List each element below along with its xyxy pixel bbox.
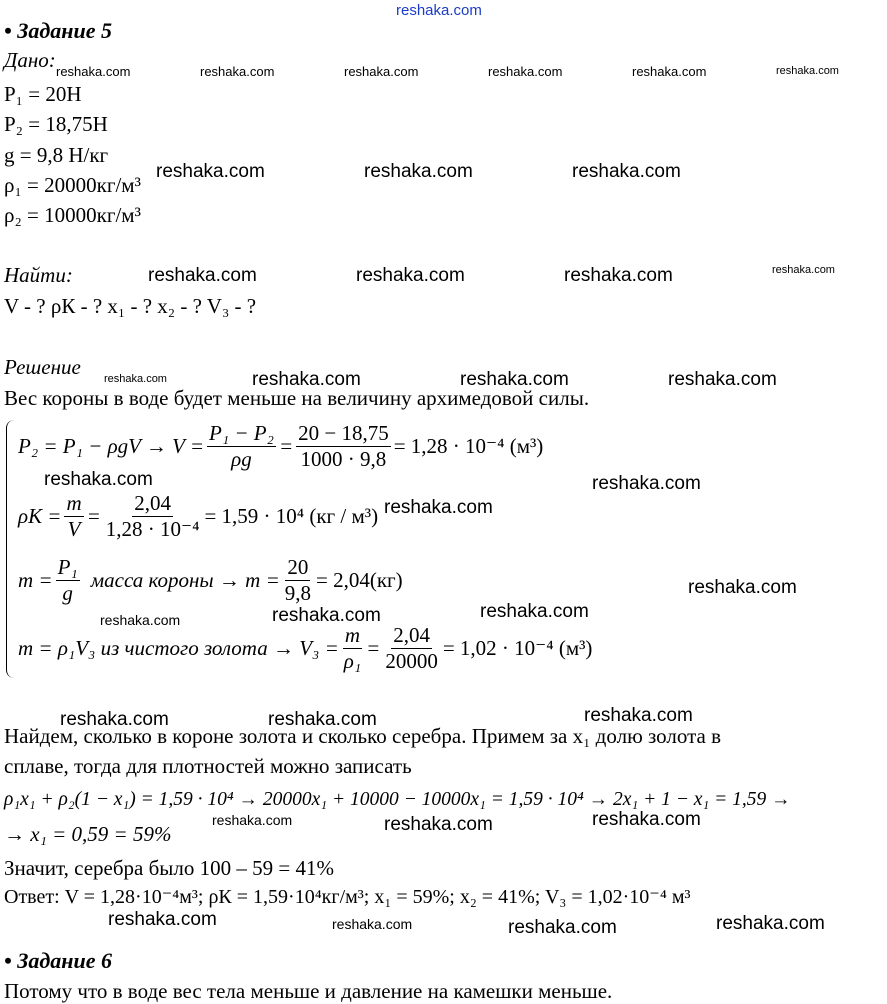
watermark: reshaka.com: [344, 64, 419, 79]
eq4-f1-num: m: [344, 623, 361, 648]
eq3-mid: масса короны → m =: [90, 567, 280, 592]
eq2-f2-num: 2,04: [134, 491, 171, 516]
eq4-lhs: m = ρ₁V₃ из чистого золота → V₃ =: [18, 635, 339, 660]
given-g: g = 9,8 Н/кг: [4, 143, 109, 167]
task6-text: Потому что в воде вес тела меньше и давление на камешки меньше.: [4, 979, 613, 1003]
watermark: reshaka.com: [508, 917, 617, 938]
watermark: reshaka.com: [632, 64, 707, 79]
watermark: reshaka.com: [252, 369, 361, 390]
watermark: reshaka.com: [272, 605, 381, 626]
given-label: Дано:: [4, 48, 56, 72]
solution-intro: Вес короны в воде будет меньше на величину архимедовой силы.: [4, 386, 590, 410]
watermark: reshaka.com: [584, 705, 693, 726]
eq2-f1-num: m: [66, 491, 82, 516]
watermark: reshaka.com: [200, 64, 275, 79]
watermark: reshaka.com: [776, 65, 839, 77]
system-brace: [6, 420, 15, 678]
watermark: reshaka.com: [148, 265, 257, 286]
eq4-f2-den: 20000: [385, 648, 438, 673]
eq2-fraction-2: [104, 492, 202, 539]
silver-line: Значит, серебра было 100 – 59 = 41%: [4, 856, 334, 880]
given-rho2: ρ₂ = 10000кг/м³: [4, 203, 141, 227]
eq2-f2-den: 1,28 · 10⁻⁴: [105, 516, 200, 541]
watermark: reshaka.com: [108, 909, 217, 930]
watermark: reshaka.com: [60, 709, 169, 730]
eq4-rhs: = 1,02 · 10⁻⁴ (м³): [442, 635, 593, 660]
eq4-fraction-1: [342, 624, 363, 671]
eq4-fraction-2: [383, 624, 440, 671]
equation-gold-volume: [18, 620, 592, 676]
find-list: V - ? ρК - ? x₁ - ? x₂ - ? V₃ - ?: [4, 294, 257, 318]
eq1-f1-den: ρg: [231, 446, 252, 471]
equation-fraction-gold: ρ₁x₁ + ρ₂(1 − x₁) = 1,59 · 10⁴ → 20000x₁ + 10000 − 10000x₁ = 1,59 · 10⁴ → 2x₁ + 1 − x₁ = 1,59 →: [4, 789, 791, 810]
watermark: reshaka.com: [356, 265, 465, 286]
watermark: reshaka.com: [572, 161, 681, 182]
paragraph-line-1: Найдем, сколько в короне золота и сколько серебра. Примем за x₁ долю золота в: [4, 724, 722, 748]
equation-result: → x₁ = 0,59 = 59%: [4, 822, 172, 846]
watermark: reshaka.com: [564, 265, 673, 286]
watermark: reshaka.com: [592, 809, 701, 830]
watermark: reshaka.com: [332, 916, 413, 932]
eq2-eq: =: [86, 503, 101, 528]
watermark: reshaka.com: [688, 577, 797, 598]
eq3-rhs: = 2,04(кг): [315, 567, 403, 592]
eq4-f1-den: ρ₁: [343, 648, 362, 673]
eq1-lhs: P₂ = P₁ − ρgV → V =: [18, 433, 204, 458]
eq3-lhs: m =: [18, 567, 53, 592]
eq1-f2-num: 20 − 18,75: [298, 421, 389, 446]
watermark: reshaka.com: [772, 264, 835, 276]
watermark: reshaka.com: [104, 373, 167, 385]
equation-density: [18, 488, 378, 544]
watermark: reshaka.com: [212, 812, 293, 828]
given-rho1: ρ₁ = 20000кг/м³: [4, 173, 141, 197]
watermark: reshaka.com: [716, 913, 825, 934]
eq1-fraction-2: [296, 422, 391, 469]
solution-label: Решение: [4, 355, 81, 379]
eq1-fraction-1: [207, 422, 276, 469]
eq1-rhs: = 1,28 · 10⁻⁴ (м³): [393, 433, 544, 458]
paragraph-line-2: сплаве, тогда для плотностей можно записать: [4, 754, 412, 778]
eq3-f2-num: 20: [287, 555, 309, 580]
watermark: reshaka.com: [460, 369, 569, 390]
watermark: reshaka.com: [384, 497, 493, 518]
equation-mass: [18, 552, 403, 608]
watermark: reshaka.com: [480, 601, 589, 622]
task6-title: • Задание 6: [4, 948, 113, 973]
eq3-f1-num: P₁: [57, 555, 78, 580]
answer-line: Ответ: V = 1,28·10⁻⁴м³; ρК = 1,59·10⁴кг/м³; x₁ = 59%; x₂ = 41%; V₃ = 1,02·10⁻⁴ м³: [4, 886, 691, 908]
watermark: reshaka.com: [592, 473, 701, 494]
eq1-f2-den: 1000 · 9,8: [300, 446, 387, 471]
top-watermark[interactable]: reshaka.com: [396, 2, 482, 19]
watermark: reshaka.com: [668, 369, 777, 390]
watermark: reshaka.com: [156, 161, 265, 182]
watermark: reshaka.com: [384, 814, 493, 835]
task5-title: • Задание 5: [4, 18, 113, 43]
eq4-eq: =: [366, 635, 381, 660]
watermark: reshaka.com: [488, 64, 563, 79]
eq2-rhs: = 1,59 · 10⁴ (кг / м³): [204, 503, 379, 528]
eq4-f2-num: 2,04: [393, 623, 430, 648]
watermark: reshaka.com: [100, 612, 181, 628]
eq3-f2-den: 9,8: [284, 580, 311, 605]
eq1-eq: =: [278, 433, 294, 458]
given-p2: P₂ = 18,75Н: [4, 112, 108, 136]
given-p1: P₁ = 20Н: [4, 82, 82, 106]
eq2-fraction-1: [64, 492, 83, 539]
watermark: reshaka.com: [364, 161, 473, 182]
equation-volume: [18, 418, 543, 474]
eq2-lhs: ρК =: [18, 503, 62, 528]
find-label: Найти:: [4, 263, 73, 287]
eq3-fraction-2: [283, 556, 313, 603]
watermark: reshaka.com: [44, 469, 153, 490]
watermark: reshaka.com: [268, 709, 377, 730]
eq2-f1-den: V: [67, 516, 81, 541]
eq3-f1-den: g: [62, 580, 73, 605]
watermark: reshaka.com: [56, 64, 131, 79]
eq3-fraction-1: [56, 556, 80, 603]
eq1-f1-num: P₁ − P₂: [209, 421, 274, 446]
